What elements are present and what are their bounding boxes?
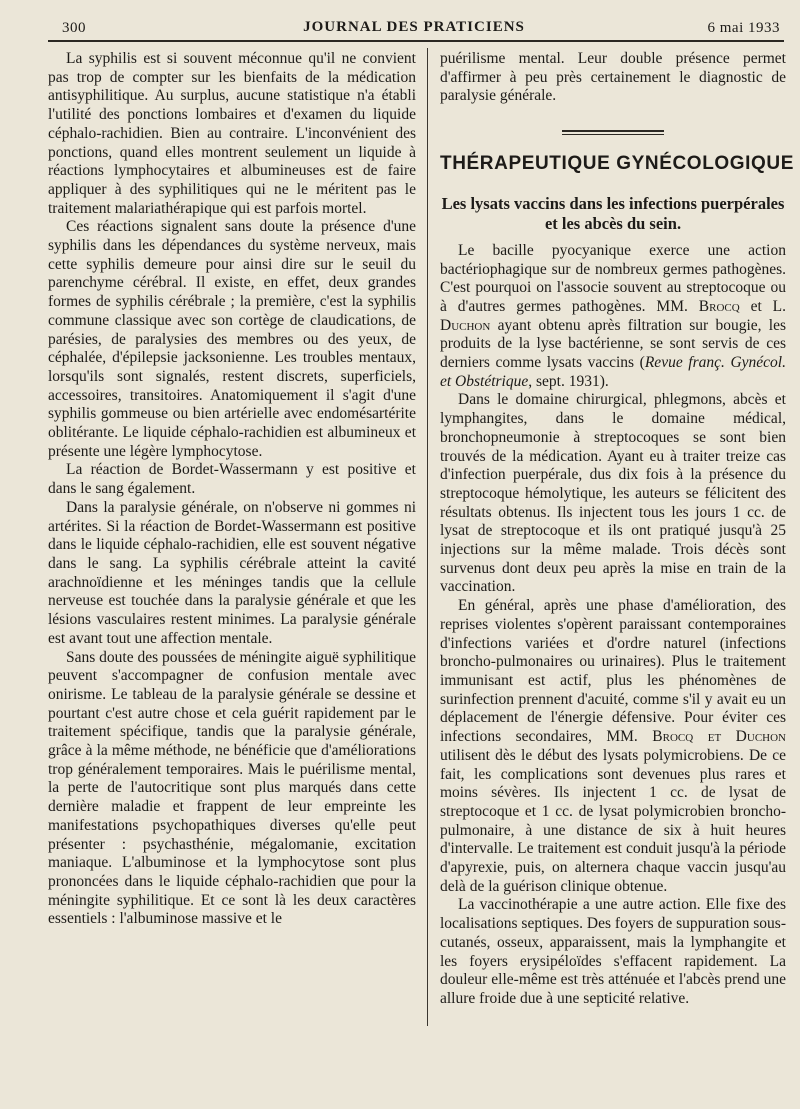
author-name: L. Duchon <box>440 297 787 334</box>
journal-citation: Revue franç. Gynécol. et Obstétrique <box>440 354 786 390</box>
paragraph: La syphilis est si souvent méconnue qu'il ne convient pas trop de compter sur les bienfaits de la médication antisyphilitique. Au surplus, aucune statistique n'a établi l'utilité des ponctions lombaires et d'examen du liquide céphalo-rachidien. Bien au contraire. L'inconvénient des ponctions, quand elles montrent seulement un liquide à réactions lymphocytaires et albumineuses est de faire appliquer à des syphilitiques qui ne le méritent pas le traitement malariathérapique qui est parfois mortel. <box>48 50 416 217</box>
paragraph: La vaccinothérapie a une autre action. Elle fixe des localisations septiques. Des foyers de suppuration sous-cutanés, osseux, apparaissent, mais la lymphangite et les foyers erysipéloïdes s'effacent rapidement. La douleur elle-même est très atténuée et l'abcès prend une allure froide due à une septicité relative. <box>440 896 786 1007</box>
paragraph: Dans la paralysie générale, on n'observe ni gommes ni artérites. Si la réaction de Bordet-Wassermann est positive dans le liquide céphalo-rachidien, elle est souvent négative dans le sang. La syphilis cérébrale atteint la cavité arachnoïdienne et les méninges tandis que la cellule nerveuse est touchée dans la paralysie générale et que les lésions vasculaires restent minimes. La paralysie générale est avant tout une affection mentale. <box>48 498 416 647</box>
text-run: et <box>739 297 773 315</box>
text-run: utilisent dès le début des lysats polymicrobiens. De ce fait, les complications sont devenues plus rares et moins sévères. Ils injectent 1 cc. de lysat de streptocoque et 1 cc. de lysat polymicrobien broncho-pulmonaire, à une distance de six à huit heures d'intervalle. Le traitement est conduit jusqu'à la période d'apyrexie, puis, on alternera chaque vaccin jusqu'au delà de la guérison clinique obtenue. <box>440 746 786 895</box>
left-column <box>48 50 416 929</box>
text-run: ayant obtenu après filtration sur bougie, les produits de la lyse bactérienne, se sont servis de ces derniers comme lysats vaccins ( <box>440 316 786 372</box>
text-run: , sept. 1931). <box>528 372 609 390</box>
section-title: THÉRAPEUTIQUE GYNÉCOLOGIQUE <box>440 153 795 175</box>
header-rule <box>48 40 784 42</box>
author-name: MM. Brocq <box>656 297 740 315</box>
column-divider <box>427 48 428 1026</box>
paragraph <box>440 242 786 392</box>
article-title: Les lysats vaccins dans les infections puerpérales et les abcès du sein. <box>441 193 785 233</box>
paragraph: Sans doute des poussées de méningite aiguë syphilitique peuvent s'accompagner de confusion mentale avec onirisme. Le tableau de la paralysie générale se dessine et pourtant c'est autre chose et cela guérit rapidement par le traitement spécifique, tandis que la paralysie générale, grâce à la même méthode, ne bénéficie que d'améliorations trop généralement temporaires. Mais le puérilisme mental, la perte de l'autocritique sont plus marqués dans cette dernière maladie et frappent de leur empreinte les manifestations psychopathiques diverses qu'elle peut présenter : psychasthénie, mégalomanie, excitation maniaque. L'albuminose et la lymphocytose sont plus prononcées dans le liquide céphalo-rachidien que pour la méningite syphilitique. Et ce sont là les deux caractères essentiels : l'albuminose massive et le <box>48 648 416 928</box>
right-column <box>440 50 795 1009</box>
text-run: Le bacille pyocyanique exerce une action bactériophagique sur de nombreux germes pathogènes. C'est pourquoi on l'associe souvent au streptocoque ou à d'autres germes pathogènes. <box>440 241 786 315</box>
page-number: 300 <box>62 20 86 36</box>
issue-date: 6 mai 1933 <box>707 20 780 36</box>
author-names: MM. Brocq et Duchon <box>606 728 786 746</box>
section-separator <box>562 130 664 135</box>
paragraph <box>440 597 786 896</box>
continued-paragraph: puérilisme mental. Leur double présence permet d'affirmer à peu près certainement le diagnostic de paralysie générale. <box>440 50 786 105</box>
paragraph: Dans le domaine chirurgical, phlegmons, abcès et lymphangites, dans le domaine médical, bronchopneumonie à streptocoques se sont bien trouvés de la médication. Ayant eu à traiter treize cas d'infection puerpérale, dus dix fois à la présence du streptocoque hémolytique, les auteurs se félicitent des résultats obtenus. Ils injectent tous les jours 1 cc. de lysat de streptocoque et ils ont pratiqué jusqu'à 25 injections sur la même malade. Trois décès sont survenus dont deux peu après la mise en train de la vaccination. <box>440 391 786 596</box>
paragraph: La réaction de Bordet-Wassermann y est positive et dans le sang également. <box>48 461 416 498</box>
page-header <box>48 16 780 40</box>
journal-title: JOURNAL DES PRATICIENS <box>303 19 525 35</box>
paragraph: Ces réactions signalent sans doute la présence d'une syphilis dans les dépendances du système nerveux, mais cette syphilis demeure pour ainsi dire sur le seuil du parenchyme cérébral. Il existe, en effet, deux grandes formes de syphilis cérébrale ; la première, c'est la syphilis commune classique avec son cortège de claudications, de parésies, de paralysies des membres ou des yeux, de céphalée, d'épilepsie jacksonienne. Les troubles mentaux, lorsqu'ils sont signalés, restent discrets, superficiels, accessoires, transitoires. Anatomiquement il s'agit d'une syphilis gommeuse ou bien artérielle avec endomésartérite oblitérante. Le liquide céphalo-rachidien est albumineux et présente une légère lymphocytose. <box>48 218 416 460</box>
text-run: En général, après une phase d'amélioration, des reprises violentes s'opèrent paraissant contemporaines d'infections variées et d'ordre naturel (infections broncho-pulmonaires ou urinaires). Plus le traitement immunisant est actif, plus les phénomènes de surinfection prennent d'acuité, comme s'il y avait eu un déplacement de l'énergie défensive. Pour éviter ces infections secondaires, <box>440 597 786 746</box>
